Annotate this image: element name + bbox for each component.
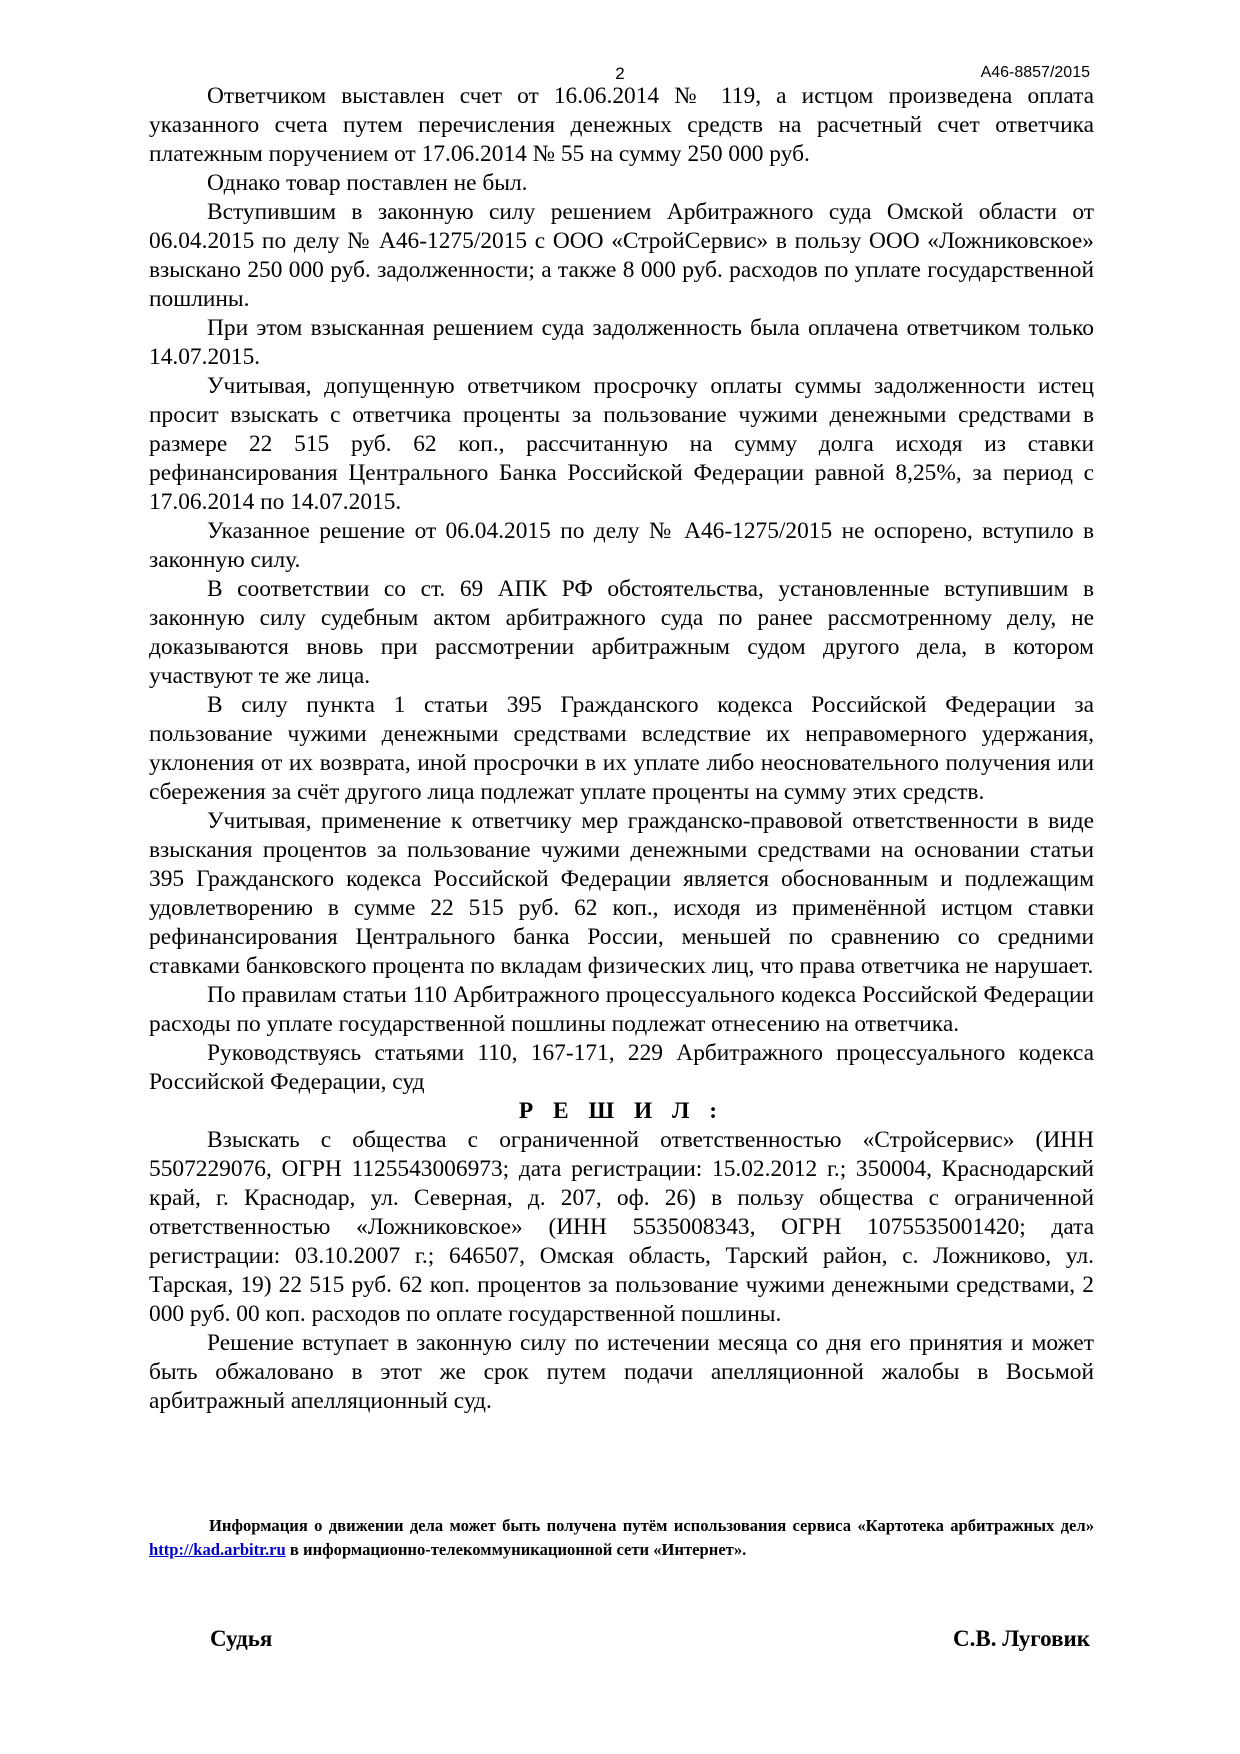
decision-heading: Р Е Ш И Л : — [518, 1098, 725, 1124]
info-text-after: в информационно-телекоммуникационной сети «Интернет». — [285, 1540, 747, 1559]
document-body — [149, 82, 1094, 1416]
paragraph: Вступившим в законную силу решением Арбитражного суда Омской области от 06.04.2015 по делу № А46-1275/2015 с ООО «СтройСервис» в пользу ООО «Ложниковское» взыскано 250 000 руб. задолженности; а также 8 000 руб. расходов по уплате государственной пошлины. — [149, 199, 1094, 312]
info-text-before: Информация о движении дела может быть получена путём использования сервиса «Картотека арбитражных дел» — [209, 1516, 1094, 1535]
paragraph: Однако товар поставлен не был. — [207, 170, 528, 196]
judge-role: Судья — [210, 1626, 273, 1651]
kad-arbitr-link[interactable]: http://kad.arbitr.ru — [149, 1540, 286, 1559]
case-number: А46-8857/2015 — [980, 64, 1090, 81]
page-number: 2 — [615, 64, 625, 83]
judge-name: С.В. Луговик — [953, 1626, 1090, 1651]
paragraph: Учитывая, допущенную ответчиком просрочку оплаты суммы задолженности истец просит взыскать с ответчика проценты за пользование чужими денежными средствами в размере 22 515 руб. 62 коп., рассчитанную на сумму долга исходя из ставки рефинансирования Центрального Банка Российской Федерации равной 8,25%, за период с 17.06.2014 по 14.07.2015. — [149, 373, 1094, 515]
paragraph: В силу пункта 1 статьи 395 Гражданского кодекса Российской Федерации за пользование чужими денежными средствами вследствие их неправомерного удержания, уклонения от их возврата, иной просрочки в их уплате либо неосновательного получения или сбережения за счёт другого лица подлежат уплате проценты на сумму этих средств. — [149, 692, 1094, 805]
paragraph: Учитывая, применение к ответчику мер гражданско-правовой ответственности в виде взыскания процентов за пользование чужими денежными средствами на основании статьи 395 Гражданского кодекса Российской Федерации является обоснованным и подлежащим удовлетворению в сумме 22 515 руб. 62 коп., исходя из применённой истцом ставки рефинансирования Центрального банка России, меньшей по сравнению со средними ставками банковского процента по вкладам физических лиц, что права ответчика не нарушает. — [149, 808, 1094, 979]
paragraph: Руководствуясь статьями 110, 167-171, 229 Арбитражного процессуального кодекса Российской Федерации, суд — [149, 1040, 1094, 1095]
paragraph: Указанное решение от 06.04.2015 по делу № А46-1275/2015 не оспорено, вступило в законную силу. — [149, 518, 1094, 573]
decision-paragraph: Взыскать с общества с ограниченной ответственностью «Стройсервис» (ИНН 5507229076, ОГРН 1125543006973; дата регистрации: 15.02.2012 г.; 350004, Краснодарский край, г. Краснодар, ул. Северная, д. 207, оф. 26) в пользу общества с ограниченной ответственностью «Ложниковское» (ИНН 5535008343, ОГРН 1075535001420; дата регистрации: 03.10.2007 г.; 646507, Омская область, Тарский район, с. Ложниково, ул. Тарская, 19) 22 515 руб. 62 коп. процентов за пользование чужими денежными средствами, 2 000 руб. 00 коп. расходов по оплате государственной пошлины. — [149, 1127, 1094, 1327]
paragraph: В соответствии со ст. 69 АПК РФ обстоятельства, установленные вступившим в законную силу судебным актом арбитражного суда по ранее рассмотренному делу, не доказываются вновь при рассмотрении арбитражным судом другого дела, в котором участвуют те же лица. — [149, 576, 1094, 689]
paragraph: При этом взысканная решением суда задолженность была оплачена ответчиком только 14.07.2015. — [149, 315, 1094, 370]
case-info-note — [149, 1514, 1094, 1562]
decision-paragraph: Решение вступает в законную силу по истечении месяца со дня его принятия и может быть обжаловано в этот же срок путем подачи апелляционной жалобы в Восьмой арбитражный апелляционный суд. — [149, 1330, 1094, 1414]
paragraph: По правилам статьи 110 Арбитражного процессуального кодекса Российской Федерации расходы по уплате государственной пошлины подлежат отнесению на ответчика. — [149, 982, 1094, 1037]
paragraph: Ответчиком выставлен счет от 16.06.2014 № 119, а истцом произведена оплата указанного счета путем перечисления денежных средств на расчетный счет ответчика платежным поручением от 17.06.2014 № 55 на сумму 250 000 руб. — [149, 83, 1094, 167]
